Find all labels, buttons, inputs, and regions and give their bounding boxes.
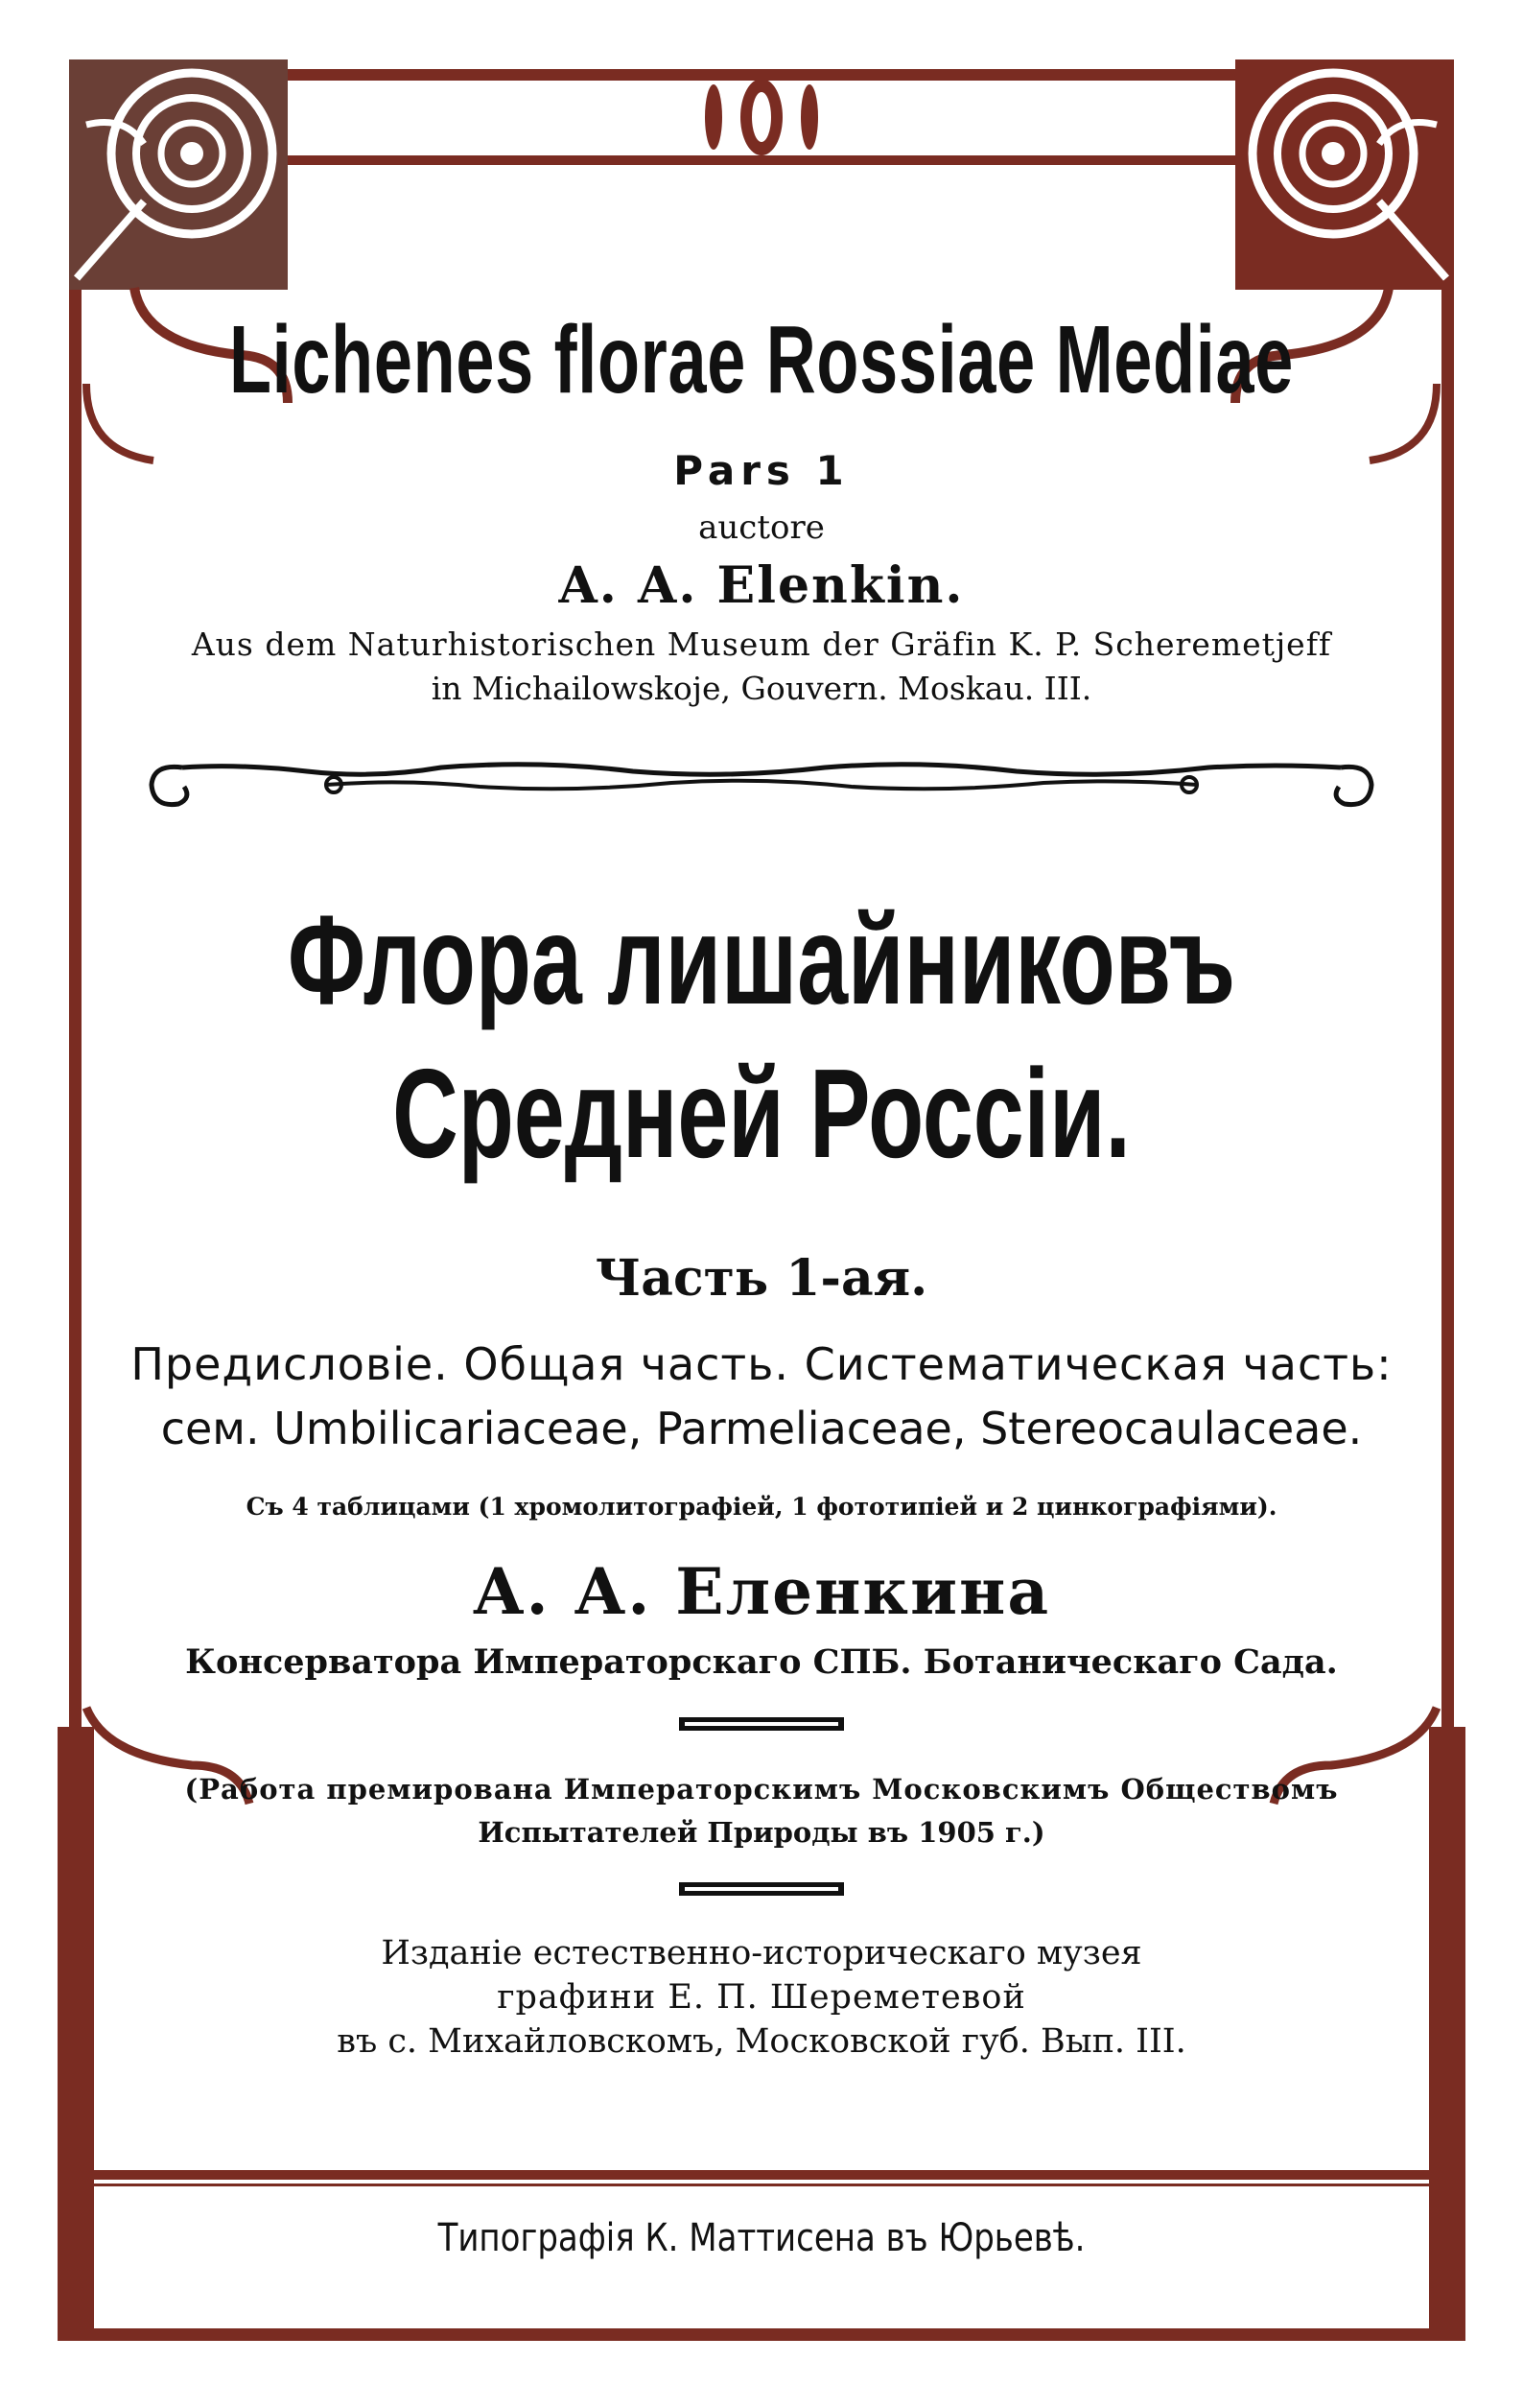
latin-author: A. A. Elenkin. [558, 556, 965, 615]
award-line2: Испытателей Природы въ 1905 г.) [478, 1816, 1045, 1849]
tables-note: Съ 4 таблицами (1 хромолитографiей, 1 фототипiей и 2 цинкографiями). [246, 1493, 1277, 1521]
russian-affiliation: Консерватора Императорскаго СПБ. Ботаническаго Сада. [185, 1642, 1338, 1682]
russian-title-line1: Флора лишайниковъ [287, 889, 1236, 1030]
russian-title-line2: Средней Россiи. [392, 1043, 1131, 1184]
bottom-border [69, 2328, 1454, 2341]
scroll-flourish-icon [152, 765, 1371, 805]
publisher-line3: въ с. Михайловскомъ, Московской губ. Вып. III. [337, 2022, 1186, 2061]
publisher-line1: Изданiе естественно-историческаго музея [381, 1934, 1142, 1972]
publisher-line2: графини Е. П. Шереметевой [497, 1978, 1026, 2017]
contents-line2: сем. Umbilicariaceae, Parmeliaceae, Stereocaulaceae. [160, 1403, 1363, 1454]
latin-auctore: auctore [698, 508, 825, 547]
top-bar-lower [288, 155, 1235, 165]
rose-ornament-icon [1235, 59, 1454, 290]
award-line1: (Работа премирована Императорскимъ Московскимъ Обществомъ [184, 1773, 1339, 1806]
rule-divider [679, 1717, 844, 1731]
contents-line1: Предисловiе. Общая часть. Систематическая часть: [130, 1338, 1393, 1390]
bottom-plate-inner [94, 2184, 1429, 2186]
top-center-ornament [705, 79, 818, 155]
bottom-plate [94, 2170, 1429, 2180]
rose-ornament-icon [69, 59, 288, 290]
latin-title: Lichenes florae Rossiae Mediae [228, 306, 1295, 413]
latin-part: Pars 1 [673, 447, 850, 494]
latin-affiliation-line2: in Michailowskoje, Gouvern. Moskau. III. [431, 670, 1092, 707]
rule-divider [679, 1882, 844, 1896]
printer-imprint: Типографiя К. Маттисена въ Юрьевѣ. [437, 2216, 1086, 2260]
russian-part: Часть 1-ая. [595, 1249, 928, 1308]
russian-author: А. А. Еленкина [472, 1554, 1051, 1629]
latin-affiliation-line1: Aus dem Naturhistorischen Museum der Gräfin K. P. Scheremetjeff [191, 626, 1332, 663]
